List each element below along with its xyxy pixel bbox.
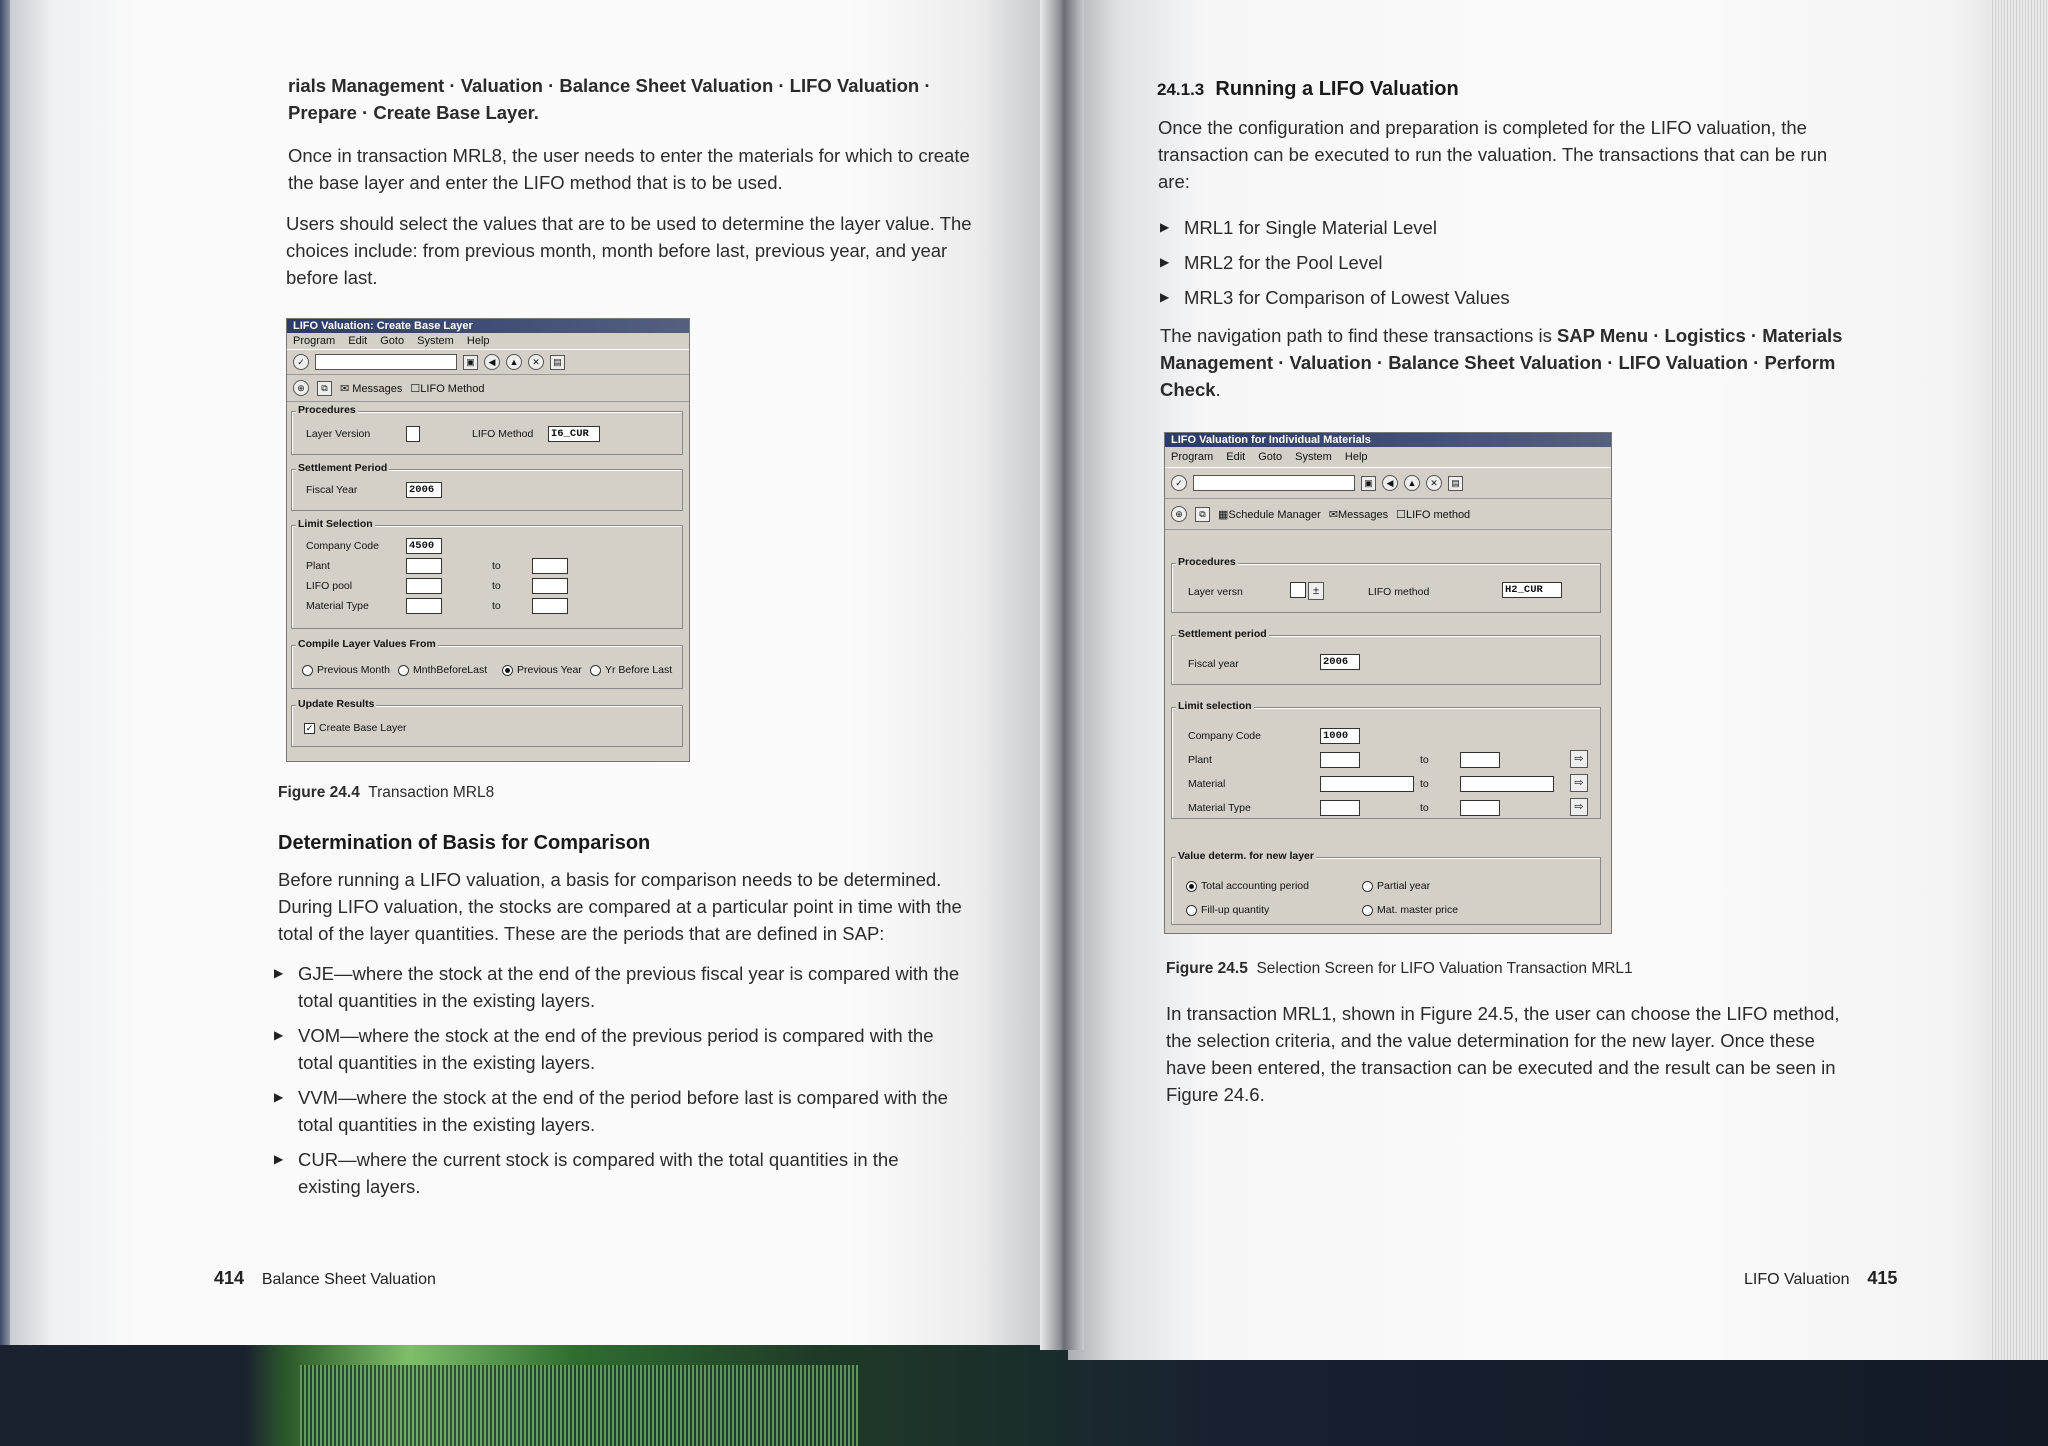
material-type-input[interactable] xyxy=(1320,800,1360,816)
material-type-label: Material Type xyxy=(1188,802,1251,814)
settlement-period-group xyxy=(1171,628,1601,685)
plant-label: Plant xyxy=(306,560,330,572)
execute-icon[interactable]: ⊕ xyxy=(1171,506,1187,522)
limit-selection-group xyxy=(1171,700,1601,819)
value-help-icon[interactable]: ± xyxy=(1308,582,1324,600)
cancel-icon[interactable]: ✕ xyxy=(528,354,544,370)
multiple-selection-icon[interactable]: ⇨ xyxy=(1570,798,1588,816)
limit-group-title: Limit Selection xyxy=(298,518,373,530)
caption-text: Selection Screen for LIFO Valuation Transaction MRL1 xyxy=(1256,960,1633,977)
plant-to-input[interactable] xyxy=(1460,752,1500,768)
schedule-manager-label: Schedule Manager xyxy=(1228,508,1321,521)
command-field[interactable] xyxy=(1193,475,1355,491)
nav-path-intro: The navigation path to find these transactions is xyxy=(1160,325,1557,346)
enter-icon[interactable]: ✓ xyxy=(293,354,309,370)
radio-icon xyxy=(1186,905,1197,916)
radio-partial-year[interactable] xyxy=(1362,880,1430,892)
left-p3: Users should select the values that are to be used to determine the layer value. The choices include: from previous month, month before last, previous year, and year before last. xyxy=(286,213,972,288)
procedures-group xyxy=(1171,556,1601,613)
document-icon: ☐ xyxy=(1396,508,1406,521)
schedule-manager-button[interactable] xyxy=(1218,508,1321,521)
plant-input[interactable] xyxy=(406,558,442,574)
layer-version-label: Layer Version xyxy=(306,428,371,440)
radio-mat-master-price[interactable] xyxy=(1362,904,1458,916)
nav-path: SAP Menu · Logistics · Materials Management · Valuation · Balance Sheet Valuation · LIFO Valuation · Perform Check xyxy=(1160,325,1843,400)
right-footer xyxy=(1744,1268,1897,1289)
lifo-pool-label: LIFO pool xyxy=(306,580,353,592)
list-item: ▶ VVM—where the stock at the end of the period before last is compared with the total quantities in the existing layers. xyxy=(274,1084,962,1138)
to-label: to xyxy=(492,580,501,592)
background-stripes xyxy=(300,1365,860,1446)
to-label: to xyxy=(492,600,501,612)
application-toolbar xyxy=(1165,499,1611,530)
caption-number: Figure 24.5 xyxy=(1166,960,1248,977)
lifo-pool-to-input[interactable] xyxy=(532,578,568,594)
back-icon[interactable]: ◀ xyxy=(1382,475,1398,491)
fiscal-year-label: Fiscal Year xyxy=(306,484,358,496)
radio-label: Fill-up quantity xyxy=(1201,904,1270,916)
messages-icon: ✉ xyxy=(340,382,350,395)
messages-button[interactable] xyxy=(340,382,402,395)
material-type-input[interactable] xyxy=(406,598,442,614)
radio-icon xyxy=(1362,905,1373,916)
enter-icon[interactable]: ✓ xyxy=(1171,475,1187,491)
lifo-method-input[interactable]: I6_CUR xyxy=(548,426,600,442)
plant-to-input[interactable] xyxy=(532,558,568,574)
radio-label: Yr Before Last xyxy=(605,664,673,676)
page-number: 415 xyxy=(1867,1268,1898,1288)
lifo-method-label: LIFO Method xyxy=(420,382,485,395)
layer-version-label: Layer versn xyxy=(1188,586,1243,598)
radio-label: MnthBeforeLast xyxy=(413,664,488,676)
material-input[interactable] xyxy=(1320,776,1414,792)
execute-icon[interactable]: ⊕ xyxy=(293,380,309,396)
checkbox-label: Create Base Layer xyxy=(319,722,407,734)
back-icon[interactable]: ◀ xyxy=(484,354,500,370)
material-type-label: Material Type xyxy=(306,600,369,612)
radio-label: Previous Year xyxy=(517,664,582,676)
running-title: LIFO Valuation xyxy=(1744,1271,1850,1288)
nav-path-end: . xyxy=(1215,379,1221,400)
left-p2: Once in transaction MRL8, the user needs to enter the materials for which to create the base layer and enter the LIFO method that is to be used. xyxy=(288,145,970,193)
checkbox-checked-icon: ✓ xyxy=(305,722,314,733)
radio-year-before-last[interactable] xyxy=(590,664,672,676)
application-toolbar xyxy=(287,375,689,402)
radio-icon xyxy=(302,665,313,676)
material-to-input[interactable] xyxy=(1460,776,1554,792)
caption-number: Figure 24.4 xyxy=(278,784,360,801)
left-footer xyxy=(214,1268,436,1289)
radio-icon xyxy=(590,665,601,676)
exit-icon[interactable]: ▲ xyxy=(506,354,522,370)
fiscal-year-input[interactable]: 2006 xyxy=(1320,654,1360,670)
print-icon[interactable]: ▤ xyxy=(550,355,565,370)
lifo-method-field-label: LIFO method xyxy=(1368,586,1430,598)
messages-button[interactable] xyxy=(1329,508,1388,521)
save-icon[interactable]: ▣ xyxy=(463,355,478,370)
left-p1: rials Management · Valuation · Balance Sheet Valuation · LIFO Valuation · Prepare · Create Base Layer. xyxy=(288,75,931,123)
schedule-icon: ▦ xyxy=(1218,508,1229,521)
variant-icon[interactable]: ⧉ xyxy=(317,381,332,396)
figure-24-4-caption xyxy=(278,784,494,802)
messages-label: Messages xyxy=(352,382,403,395)
to-label: to xyxy=(1420,754,1429,766)
book-gutter xyxy=(1040,0,1084,1350)
to-label: to xyxy=(1420,778,1429,790)
menu-bar[interactable]: Program Edit Goto System Help xyxy=(1171,451,1368,463)
radio-selected-icon xyxy=(1186,881,1197,892)
left-bullet-list xyxy=(274,960,962,1208)
radio-selected-icon xyxy=(502,665,513,676)
radio-previous-year[interactable] xyxy=(502,664,582,676)
company-code-input[interactable]: 1000 xyxy=(1320,728,1360,744)
left-p4: Before running a LIFO valuation, a basis for comparison needs to be determined. During LIFO valuation, the stocks are compared at a particular point in time with the total of the layer quantities. These are the periods that are defined in SAP: xyxy=(278,869,962,944)
right-p1: Once the configuration and preparation is completed for the LIFO valuation, the transaction can be executed to run the valuation. The transactions that can be run are: xyxy=(1158,117,1828,192)
radio-month-before-last[interactable] xyxy=(398,664,487,676)
document-icon: ☐ xyxy=(410,382,421,395)
list-item: ▶ MRL3 for Comparison of Lowest Values xyxy=(1160,284,1760,311)
company-code-input[interactable]: 4500 xyxy=(406,538,442,554)
section-heading xyxy=(1157,78,1459,101)
radio-label: Mat. master price xyxy=(1377,904,1459,916)
lifo-method-button[interactable] xyxy=(410,382,484,395)
page-number: 414 xyxy=(214,1268,245,1288)
save-icon[interactable]: ▣ xyxy=(1361,476,1376,491)
caption-text: Transaction MRL8 xyxy=(368,784,495,801)
radio-icon xyxy=(398,665,409,676)
company-code-label: Company Code xyxy=(306,540,379,552)
fiscal-year-input[interactable]: 2006 xyxy=(406,482,442,498)
messages-label: Messages xyxy=(1337,508,1389,521)
value-determination-group xyxy=(1171,850,1601,925)
list-item: ▶ MRL2 for the Pool Level xyxy=(1160,249,1760,276)
lifo-pool-input[interactable] xyxy=(406,578,442,594)
radio-icon xyxy=(1362,881,1373,892)
figure-24-5-caption xyxy=(1166,960,1633,978)
create-base-layer-checkbox[interactable] xyxy=(304,722,407,734)
standard-toolbar xyxy=(287,349,689,375)
running-title: Balance Sheet Valuation xyxy=(261,1271,436,1288)
compile-group-title: Compile Layer Values From xyxy=(298,638,436,650)
settlement-group-title: Settlement period xyxy=(1178,628,1267,640)
right-p2 xyxy=(1160,322,1850,403)
list-item: ▶ CUR—where the current stock is compared with the total quantities in the existing layers. xyxy=(274,1146,962,1200)
compile-layer-group xyxy=(291,638,683,689)
settlement-group-title: Settlement Period xyxy=(298,462,388,474)
plant-input[interactable] xyxy=(1320,752,1360,768)
material-type-to-input[interactable] xyxy=(1460,800,1500,816)
multiple-selection-icon[interactable]: ⇨ xyxy=(1570,750,1588,768)
procedures-group-title: Procedures xyxy=(1178,556,1236,568)
list-item: ▶ GJE—where the stock at the end of the previous fiscal year is compared with the total quantities in the existing layers. xyxy=(274,960,962,1014)
lifo-method-button[interactable] xyxy=(1396,508,1470,521)
to-label: to xyxy=(492,560,501,572)
figure-24-4-sap-window xyxy=(286,318,690,762)
value-group-title: Value determ. for new layer xyxy=(1178,850,1314,862)
limit-selection-group xyxy=(291,518,683,629)
list-item: ▶ MRL1 for Single Material Level xyxy=(1160,214,1760,241)
variant-icon[interactable]: ⧉ xyxy=(1195,507,1210,522)
radio-label: Partial year xyxy=(1377,880,1431,892)
window-title: LIFO Valuation for Individual Materials xyxy=(1165,433,1611,447)
list-item: ▶ VOM—where the stock at the end of the previous period is compared with the total quantities in the existing layers. xyxy=(274,1022,962,1076)
exit-icon[interactable]: ▲ xyxy=(1404,475,1420,491)
radio-label: Previous Month xyxy=(317,664,390,676)
update-group-title: Update Results xyxy=(298,698,375,710)
radio-total-accounting-period[interactable] xyxy=(1186,880,1309,892)
to-label: to xyxy=(1420,802,1429,814)
update-results-group xyxy=(291,698,683,747)
cancel-icon[interactable]: ✕ xyxy=(1426,475,1442,491)
book-edge-right xyxy=(1990,0,2048,1360)
lifo-method-input[interactable]: H2_CUR xyxy=(1502,582,1562,598)
messages-icon: ✉ xyxy=(1328,508,1338,521)
radio-previous-month[interactable] xyxy=(302,664,390,676)
limit-group-title: Limit selection xyxy=(1178,700,1252,712)
figure-24-5-sap-window xyxy=(1164,432,1612,934)
fiscal-year-label: Fiscal year xyxy=(1188,658,1239,670)
multiple-selection-icon[interactable]: ⇨ xyxy=(1570,774,1588,792)
company-code-label: Company Code xyxy=(1188,730,1261,742)
layer-version-input[interactable] xyxy=(406,426,420,442)
section-title: Running a LIFO Valuation xyxy=(1215,78,1459,100)
right-bullet-list xyxy=(1160,214,1760,319)
menu-bar[interactable]: Program Edit Goto System Help xyxy=(293,335,490,347)
material-label: Material xyxy=(1188,778,1226,790)
print-icon[interactable]: ▤ xyxy=(1448,476,1463,491)
procedures-group-title: Procedures xyxy=(298,404,356,416)
settlement-period-group xyxy=(291,462,683,511)
standard-toolbar xyxy=(1165,467,1611,499)
section-number: 24.1.3 xyxy=(1157,80,1205,99)
layer-version-input[interactable] xyxy=(1290,582,1306,598)
right-p3: In transaction MRL1, shown in Figure 24.5, the user can choose the LIFO method, the selection criteria, and the value determination for the new layer. Once these have been entered, the transaction can be executed and the result can be seen in Figure 24.6. xyxy=(1166,1003,1840,1105)
material-type-to-input[interactable] xyxy=(532,598,568,614)
procedures-group xyxy=(291,404,683,455)
lifo-method-label: LIFO method xyxy=(1405,508,1471,521)
left-heading: Determination of Basis for Comparison xyxy=(278,832,651,854)
window-title: LIFO Valuation: Create Base Layer xyxy=(287,319,689,333)
radio-label: Total accounting period xyxy=(1201,880,1309,892)
lifo-method-field-label: LIFO Method xyxy=(472,428,534,440)
plant-label: Plant xyxy=(1188,754,1212,766)
radio-fill-up-quantity[interactable] xyxy=(1186,904,1269,916)
command-field[interactable] xyxy=(315,354,457,370)
